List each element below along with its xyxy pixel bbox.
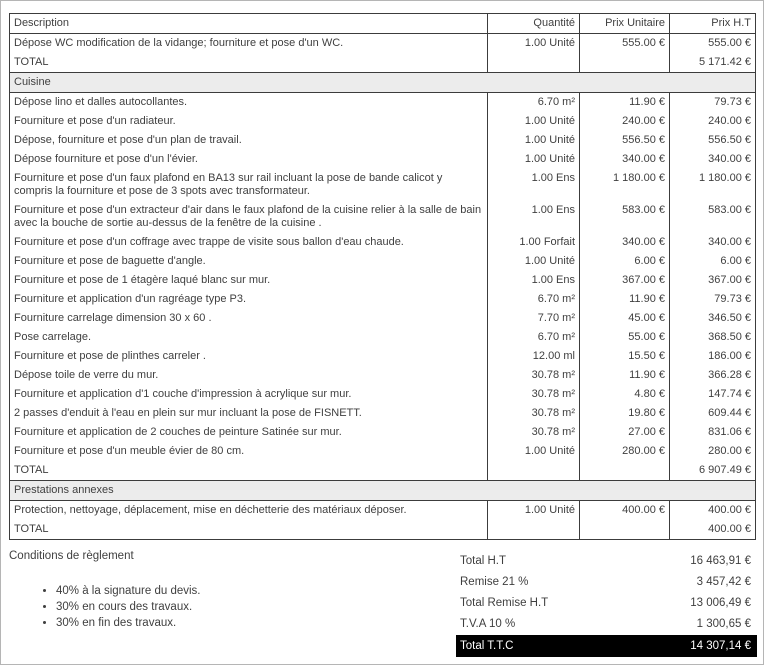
column-header-description: Description [10,14,487,34]
table-row [10,252,755,271]
cell-description: Pose carrelage. [14,331,92,343]
table-row [10,112,755,131]
section-total-row [10,53,755,72]
section-header-row: Cuisine [10,72,755,93]
summary-row [456,572,757,593]
payment-conditions [9,550,409,631]
cell-description: Fourniture et pose de baguette d'angle. [14,255,206,267]
cell-price-ht: 6.00 € [669,252,755,271]
cell-quantity: 1.00 Unité [487,131,579,150]
total-unit-empty [579,520,669,539]
summary-label: Total Remise H.T [460,597,549,609]
total-quantity-empty [487,520,579,539]
table-row [10,366,755,385]
cell-unit-price: 27.00 € [579,423,669,442]
cell-unit-price: 340.00 € [579,150,669,169]
cell-unit-price: 11.90 € [579,366,669,385]
table-row [10,328,755,347]
totals-summary [456,551,757,657]
table-row [10,385,755,404]
cell-description: Dépose toile de verre du mur. [14,369,159,381]
cell-unit-price: 240.00 € [579,112,669,131]
table-row [10,201,755,233]
cell-unit-price: 4.80 € [579,385,669,404]
cell-description: Fourniture et pose d'un coffrage avec trappe de visite sous ballon d'eau chaude. [14,236,404,248]
cell-price-ht: 240.00 € [669,112,755,131]
total-unit-empty [579,53,669,72]
cell-description: Dépose WC modification de la vidange; fourniture et pose d'un WC. [14,37,344,49]
table-row [10,271,755,290]
cell-unit-price: 11.90 € [579,93,669,112]
table-row [10,309,755,328]
condition-item: • 40% à la signature du devis. [56,584,409,600]
cell-price-ht: 79.73 € [669,93,755,112]
cell-quantity: 1.00 Unité [487,112,579,131]
total-quantity-empty [487,53,579,72]
cell-price-ht: 367.00 € [669,271,755,290]
total-label: TOTAL [14,464,49,476]
cell-description: Dépose, fourniture et pose d'un plan de travail. [14,134,242,146]
column-header-price-ht: Prix H.T [669,14,755,34]
cell-quantity: 1.00 Unité [487,501,579,520]
cell-price-ht: 346.50 € [669,309,755,328]
cell-price-ht: 555.00 € [669,34,755,53]
cell-unit-price: 400.00 € [579,501,669,520]
summary-label: Remise 21 % [460,576,529,588]
cell-quantity: 6.70 m² [487,290,579,309]
cell-quantity: 1.00 Ens [487,169,579,201]
cell-quantity: 30.78 m² [487,423,579,442]
summary-row [456,614,757,635]
total-price-ht: 400.00 € [669,520,755,539]
summary-value: 3 457,42 € [696,576,751,588]
conditions-list [9,584,409,631]
condition-item: • 30% en fin des travaux. [56,616,409,632]
summary-label: T.V.A 10 % [460,618,516,630]
cell-price-ht: 366.28 € [669,366,755,385]
column-header-quantity: Quantité [487,14,579,34]
cell-quantity: 6.70 m² [487,93,579,112]
cell-quantity: 7.70 m² [487,309,579,328]
table-row [10,347,755,366]
summary-value: 13 006,49 € [690,597,751,609]
section-header-row: Prestations annexes [10,480,755,501]
cell-price-ht: 79.73 € [669,290,755,309]
summary-value: 1 300,65 € [696,618,751,630]
total-ttc-row [456,635,757,657]
cell-price-ht: 280.00 € [669,442,755,461]
cell-unit-price: 19.80 € [579,404,669,423]
invoice-table [9,13,756,540]
cell-unit-price: 45.00 € [579,309,669,328]
table-row [10,131,755,150]
cell-price-ht: 609.44 € [669,404,755,423]
cell-description: Dépose lino et dalles autocollantes. [14,96,188,108]
cell-description: Fourniture et pose d'un faux plafond en BA13 sur rail incluant la pose de bande calicot y compris la fourniture et pose de 3 spots avec transformateur. [14,172,443,197]
condition-item: • 30% en cours des travaux. [56,600,409,616]
table-row [10,423,755,442]
cell-quantity: 1.00 Unité [487,34,579,53]
cell-description: Fourniture et application d'1 couche d'impression à acrylique sur mur. [14,388,352,400]
cell-price-ht: 147.74 € [669,385,755,404]
summary-label: Total H.T [460,555,507,567]
cell-unit-price: 367.00 € [579,271,669,290]
cell-unit-price: 11.90 € [579,290,669,309]
cell-description: Fourniture et pose de plinthes carreler . [14,350,206,362]
table-row [10,404,755,423]
cell-price-ht: 556.50 € [669,131,755,150]
section-total-row [10,461,755,480]
cell-quantity: 1.00 Ens [487,271,579,290]
cell-price-ht: 340.00 € [669,233,755,252]
cell-price-ht: 368.50 € [669,328,755,347]
cell-description: Dépose fourniture et pose d'un l'évier. [14,153,198,165]
cell-unit-price: 555.00 € [579,34,669,53]
cell-unit-price: 583.00 € [579,201,669,233]
cell-description: Fourniture et pose de 1 étagère laqué blanc sur mur. [14,274,271,286]
total-ttc-label: Total T.T.C [460,640,514,652]
cell-quantity: 1.00 Ens [487,201,579,233]
summary-rows [456,551,757,635]
cell-price-ht: 583.00 € [669,201,755,233]
cell-quantity: 30.78 m² [487,404,579,423]
total-label: TOTAL [14,523,49,535]
total-label: TOTAL [14,56,49,68]
table-row [10,233,755,252]
cell-price-ht: 831.06 € [669,423,755,442]
cell-unit-price: 340.00 € [579,233,669,252]
total-quantity-empty [487,461,579,480]
cell-price-ht: 400.00 € [669,501,755,520]
cell-quantity: 1.00 Unité [487,442,579,461]
cell-description: Fourniture et pose d'un extracteur d'air dans le faux plafond de la cuisine relier à la salle de bain avec la bouche de sortie au-dessus de la fenêtre de la cuisine . [14,204,482,229]
table-row [10,169,755,201]
cell-description: Protection, nettoyage, déplacement, mise en déchetterie des matériaux déposer. [14,504,407,516]
cell-price-ht: 186.00 € [669,347,755,366]
table-row [10,150,755,169]
conditions-title: Conditions de règlement [9,550,134,562]
summary-row [456,593,757,614]
cell-price-ht: 340.00 € [669,150,755,169]
summary-value: 16 463,91 € [690,555,751,567]
section-total-row [10,520,755,539]
table-row [10,34,755,53]
column-header-unit-price: Prix Unitaire [579,14,669,34]
cell-unit-price: 55.00 € [579,328,669,347]
total-unit-empty [579,461,669,480]
table-row [10,501,755,520]
cell-quantity: 1.00 Unité [487,252,579,271]
table-body [10,34,755,539]
cell-description: Fourniture carrelage dimension 30 x 60 . [14,312,212,324]
cell-description: 2 passes d'enduit à l'eau en plein sur mur incluant la pose de FISNETT. [14,407,362,419]
cell-unit-price: 280.00 € [579,442,669,461]
cell-description: Fourniture et application de 2 couches de peinture Satinée sur mur. [14,426,342,438]
cell-quantity: 30.78 m² [487,385,579,404]
cell-unit-price: 1 180.00 € [579,169,669,201]
cell-price-ht: 1 180.00 € [669,169,755,201]
table-header-row [10,14,755,34]
table-row [10,442,755,461]
cell-unit-price: 15.50 € [579,347,669,366]
table-row [10,93,755,112]
total-price-ht: 6 907.49 € [669,461,755,480]
cell-quantity: 6.70 m² [487,328,579,347]
summary-row [456,551,757,572]
cell-description: Fourniture et pose d'un meuble évier de 80 cm. [14,445,245,457]
total-price-ht: 5 171.42 € [669,53,755,72]
cell-quantity: 1.00 Forfait [487,233,579,252]
cell-quantity: 30.78 m² [487,366,579,385]
cell-quantity: 12.00 ml [487,347,579,366]
cell-unit-price: 556.50 € [579,131,669,150]
cell-description: Fourniture et application d'un ragréage type P3. [14,293,247,305]
cell-quantity: 1.00 Unité [487,150,579,169]
cell-unit-price: 6.00 € [579,252,669,271]
total-ttc-value: 14 307,14 € [690,640,751,652]
cell-description: Fourniture et pose d'un radiateur. [14,115,176,127]
table-row [10,290,755,309]
